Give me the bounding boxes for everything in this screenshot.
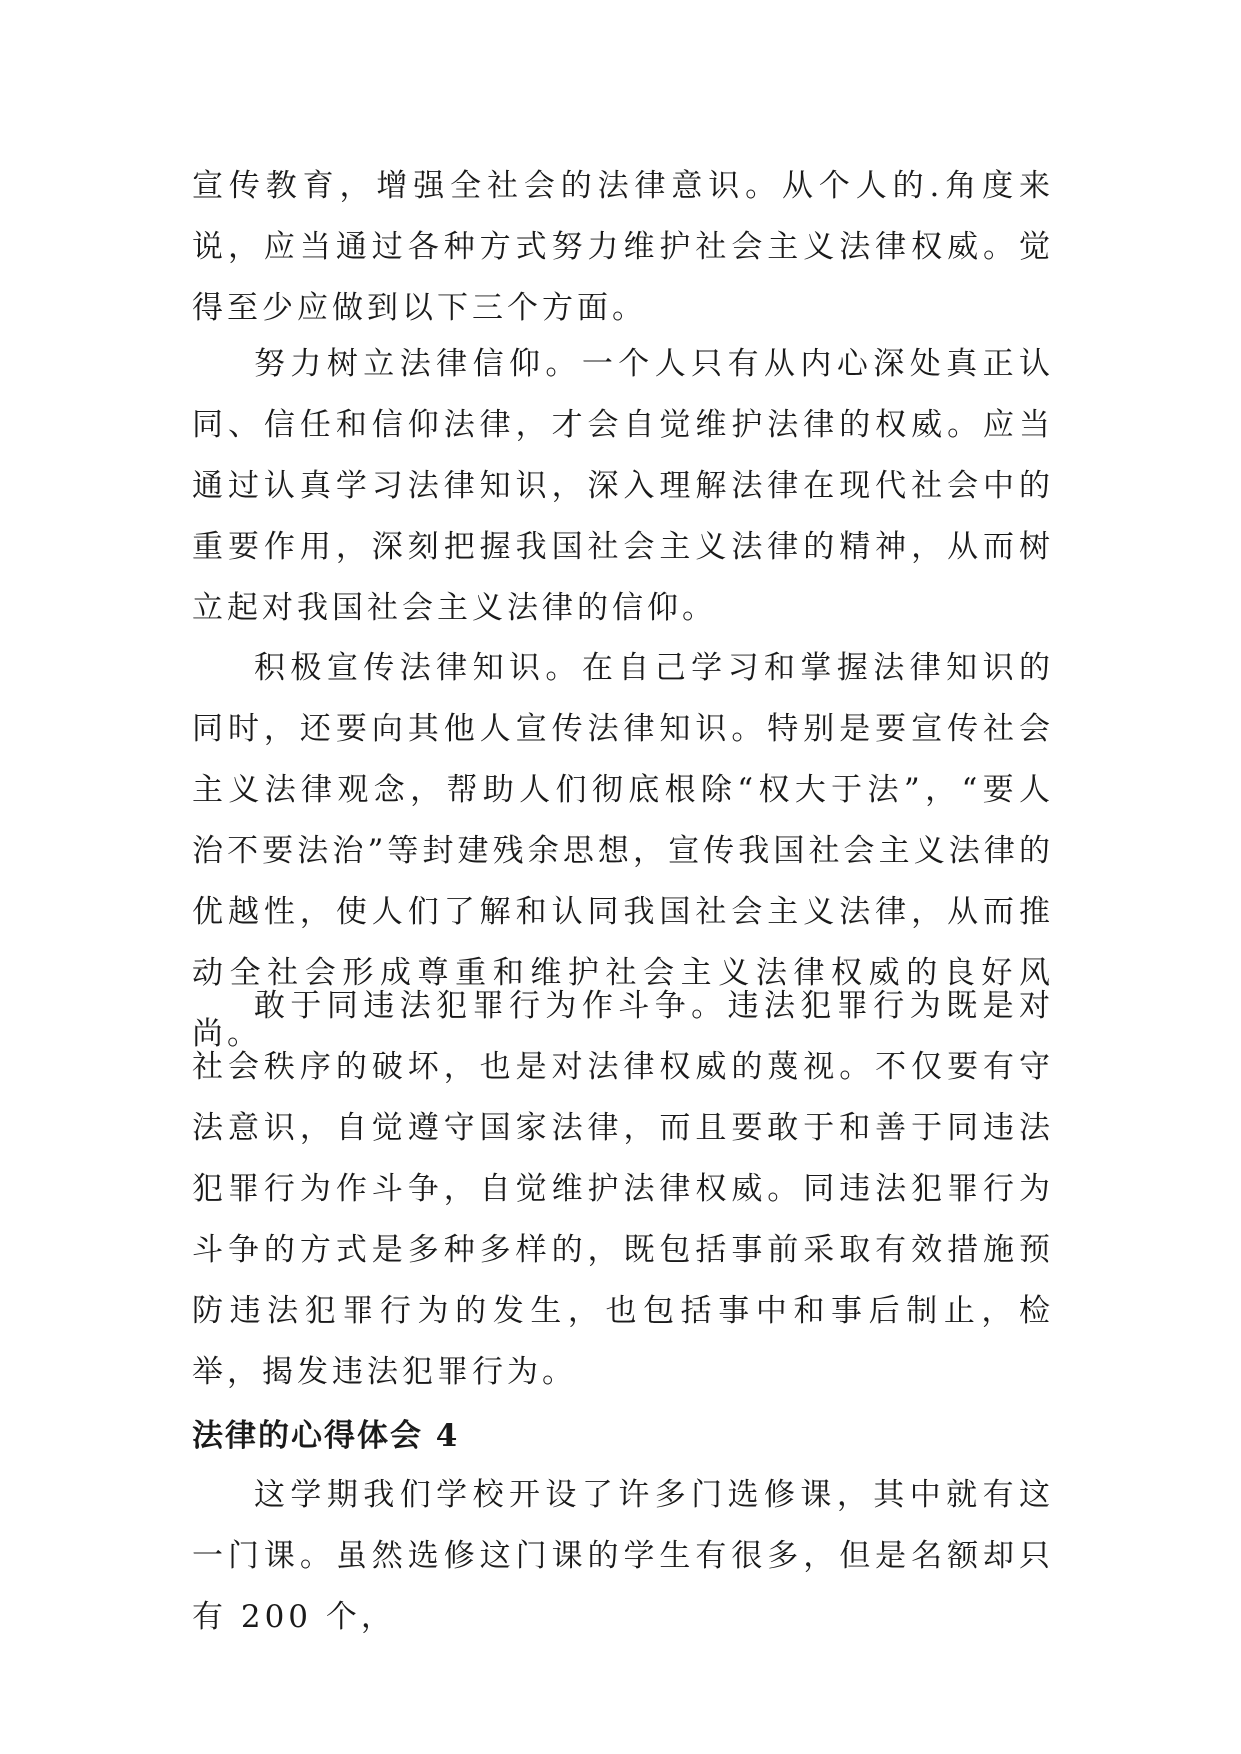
paragraph-elective-course: 这学期我们学校开设了许多门选修课，其中就有这一门课。虽然选修这门课的学生有很多，但是名额却只有 200 个， [192,1477,1054,1635]
paragraph-intro: 宣传教育，增强全社会的法律意识。从个人的.角度来说，应当通过各种方式努力维护社会主义法律权威。觉得至少应做到以下三个方面。 [192,168,1054,326]
paragraph-fight-crime: 敢于同违法犯罪行为作斗争。违法犯罪行为既是对社会秩序的破坏，也是对法律权威的蔑视。不仅要有守法意识，自觉遵守国家法律，而且要敢于和善于同违法犯罪行为作斗争，自觉维护法律权威。同违法犯罪行为斗争的方式是多种多样的，既包括事前采取有效措施预防违法犯罪行为的发生，也包括事中和事后制止，检举，揭发违法犯罪行为。 [192,988,1054,1390]
paragraph-legal-belief: 努力树立法律信仰。一个人只有从内心深处真正认同、信任和信仰法律，才会自觉维护法律的权威。应当通过认真学习法律知识，深入理解法律在现代社会中的重要作用，深刻把握我国社会主义法律的精神，从而树立起对我国社会主义法律的信仰。 [192,346,1054,626]
section-heading: 法律的心得体会 4 [192,1418,460,1454]
paragraph-legal-publicity: 积极宣传法律知识。在自己学习和掌握法律知识的同时，还要向其他人宣传法律知识。特别是要宣传社会主义法律观念，帮助人们彻底根除“权大于法”，“要人治不要法治”等封建残余思想，宣传我国社会主义法律的优越性，使人们了解和认同我国社会主义法律，从而推动全社会形成尊重和维护社会主义法律权威的良好风尚。 [192,650,1054,1052]
